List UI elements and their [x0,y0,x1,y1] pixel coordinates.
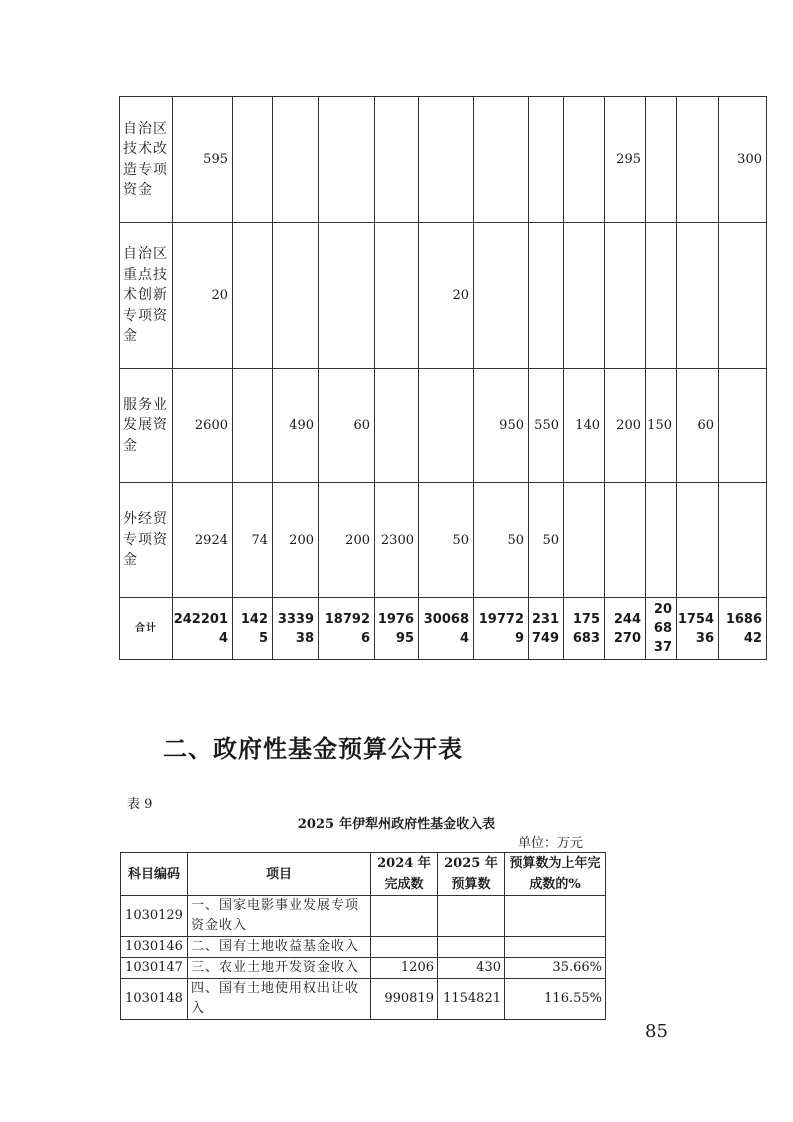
page-number: 85 [645,1021,668,1042]
table-cell [719,369,767,483]
table-cell: 140 [564,369,605,483]
table-cell: 50 [529,483,564,598]
table-cell: 244270 [605,598,646,660]
value-2025: 430 [438,958,505,979]
table-row [121,958,606,979]
table-cell [677,223,719,369]
table-cell: 60 [677,369,719,483]
special-funds-table [119,96,767,660]
table-cell: 50 [419,483,474,598]
table-row [120,483,767,598]
table-cell: 2422014 [173,598,233,660]
table-cell [319,223,375,369]
table-cell: 300684 [419,598,474,660]
row-label: 自治区重点技术创新专项资金 [120,223,173,369]
table-cell [646,223,677,369]
header-code: 科目编码 [121,853,188,896]
table-cell: 150 [646,369,677,483]
table-row [120,97,767,223]
table-cell [375,369,419,483]
subject-code: 1030146 [121,937,188,958]
table-row [120,369,767,483]
table-cell [273,223,319,369]
header-row [121,853,606,896]
header-item: 项目 [188,853,371,896]
row-label: 外经贸专项资金 [120,483,173,598]
table-row [120,223,767,369]
table-cell [605,483,646,598]
header-2025: 2025 年预算数 [438,853,505,896]
table-cell: 333938 [273,598,319,660]
table-row [121,896,606,937]
table-row [121,979,606,1020]
table-row [121,937,606,958]
value-2024 [371,896,438,937]
item-name: 一、国家电影事业发展专项资金收入 [188,896,371,937]
table-cell [419,369,474,483]
table-cell: 2600 [173,369,233,483]
table-cell [233,369,273,483]
table-cell: 20 [173,223,233,369]
table-cell: 200 [319,483,375,598]
table-cell: 187926 [319,598,375,660]
table-cell [719,483,767,598]
table-cell [474,97,529,223]
total-row [120,598,767,660]
table-cell [529,223,564,369]
table-title-year: 2025 [297,817,335,832]
table-cell [273,97,319,223]
table-cell [419,97,474,223]
table-cell: 950 [474,369,529,483]
table-cell: 2924 [173,483,233,598]
table-title [0,813,793,832]
table-cell: 550 [529,369,564,483]
table-title-text: 年伊犁州政府性基金收入表 [339,817,496,832]
table-cell: 197695 [375,598,419,660]
row-label: 服务业发展资金 [120,369,173,483]
table-number: 表 9 [127,797,153,812]
table-cell: 200 [273,483,319,598]
value-2024: 1206 [371,958,438,979]
table-cell [233,97,273,223]
table-cell: 200 [605,369,646,483]
table-cell: 60 [319,369,375,483]
percent-of-prior-year: 116.55% [505,979,606,1020]
fund-revenue-table [120,852,606,1020]
table-cell: 231749 [529,598,564,660]
table-cell [233,223,273,369]
table-cell: 490 [273,369,319,483]
table-cell: 2300 [375,483,419,598]
table-cell [564,223,605,369]
table-cell [319,97,375,223]
table-cell: 595 [173,97,233,223]
table-cell [375,223,419,369]
table-cell [719,223,767,369]
table-cell [375,97,419,223]
table-cell [646,483,677,598]
table-cell [529,97,564,223]
table-cell: 20 [419,223,474,369]
item-name: 四、国有土地使用权出让收入 [188,979,371,1020]
table-cell: 175436 [677,598,719,660]
value-2024 [371,937,438,958]
value-2025 [438,937,505,958]
table-cell [677,483,719,598]
percent-of-prior-year [505,937,606,958]
total-label: 合计 [120,598,173,660]
table-cell: 50 [474,483,529,598]
value-2024: 990819 [371,979,438,1020]
value-2025 [438,896,505,937]
table-cell: 1425 [233,598,273,660]
table-cell: 295 [605,97,646,223]
row-label: 自治区技术改造专项资金 [120,97,173,223]
table-cell: 206837 [646,598,677,660]
table-cell: 175683 [564,598,605,660]
subject-code: 1030147 [121,958,188,979]
table-cell: 300 [719,97,767,223]
table-cell [605,223,646,369]
item-name: 二、国有土地收益基金收入 [188,937,371,958]
percent-of-prior-year [505,896,606,937]
item-name: 三、农业土地开发资金收入 [188,958,371,979]
subject-code: 1030148 [121,979,188,1020]
table-cell: 197729 [474,598,529,660]
unit-label: 单位：万元 [518,836,584,851]
header-2024: 2024 年完成数 [371,853,438,896]
table-cell: 168642 [719,598,767,660]
table-cell: 74 [233,483,273,598]
header-pct: 预算数为上年完成数的% [505,853,606,896]
subject-code: 1030129 [121,896,188,937]
table-cell [564,97,605,223]
table-cell [646,97,677,223]
table-cell [564,483,605,598]
percent-of-prior-year: 35.66% [505,958,606,979]
value-2025: 1154821 [438,979,505,1020]
table-cell [474,223,529,369]
section-heading: 二、政府性基金预算公开表 [163,735,463,763]
table-cell [677,97,719,223]
